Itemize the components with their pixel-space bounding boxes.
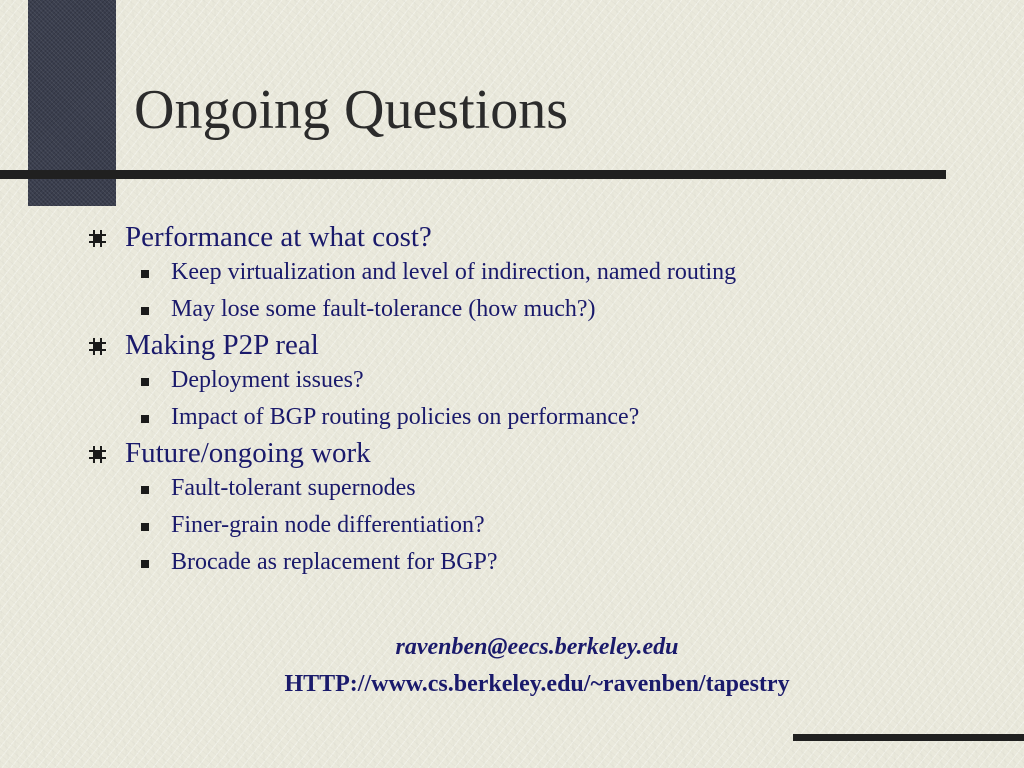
filled-square-bullet-icon — [141, 270, 149, 278]
bullet-level2 — [88, 511, 988, 539]
contact-email[interactable]: ravenben@eecs.berkeley.edu — [395, 634, 679, 660]
filled-square-bullet-icon — [141, 560, 149, 568]
bullet-level2 — [88, 474, 988, 502]
filled-square-bullet-icon — [141, 415, 149, 423]
bullet-level2-text: May lose some fault-tolerance (how much?) — [171, 296, 596, 322]
bullet-level2-text: Brocade as replacement for BGP? — [171, 549, 498, 575]
bullet-level2 — [88, 295, 988, 323]
bullet-level1-text: Performance at what cost? — [125, 221, 432, 253]
bullet-level2-text: Finer-grain node differentiation? — [171, 512, 485, 538]
bullet-level2-text: Deployment issues? — [171, 367, 364, 393]
bullet-level1 — [88, 220, 988, 254]
bullet-level2-text: Impact of BGP routing policies on performance? — [171, 404, 640, 430]
bullet-list — [88, 220, 988, 576]
title-divider — [0, 170, 946, 179]
slide-title: Ongoing Questions — [134, 79, 568, 141]
filled-square-bullet-icon — [141, 523, 149, 531]
hash-square-bullet-icon — [89, 338, 106, 355]
bullet-level1-text: Making P2P real — [125, 329, 319, 361]
hash-square-bullet-icon — [89, 230, 106, 247]
filled-square-bullet-icon — [141, 486, 149, 494]
hash-square-bullet-icon — [89, 446, 106, 463]
bullet-level2-text: Keep virtualization and level of indirection, named routing — [171, 259, 737, 285]
filled-square-bullet-icon — [141, 378, 149, 386]
bullet-level2 — [88, 548, 988, 576]
bullet-level1-text: Future/ongoing work — [125, 437, 371, 469]
bullet-level2 — [88, 366, 988, 394]
project-url[interactable]: HTTP://www.cs.berkeley.edu/~ravenben/tapestry — [284, 671, 790, 697]
bullet-level1 — [88, 328, 988, 362]
filled-square-bullet-icon — [141, 307, 149, 315]
bullet-level1 — [88, 436, 988, 470]
footer-divider — [793, 734, 1024, 741]
bullet-level2 — [88, 403, 988, 431]
bullet-level2 — [88, 258, 988, 286]
bullet-level2-text: Fault-tolerant supernodes — [171, 475, 416, 501]
